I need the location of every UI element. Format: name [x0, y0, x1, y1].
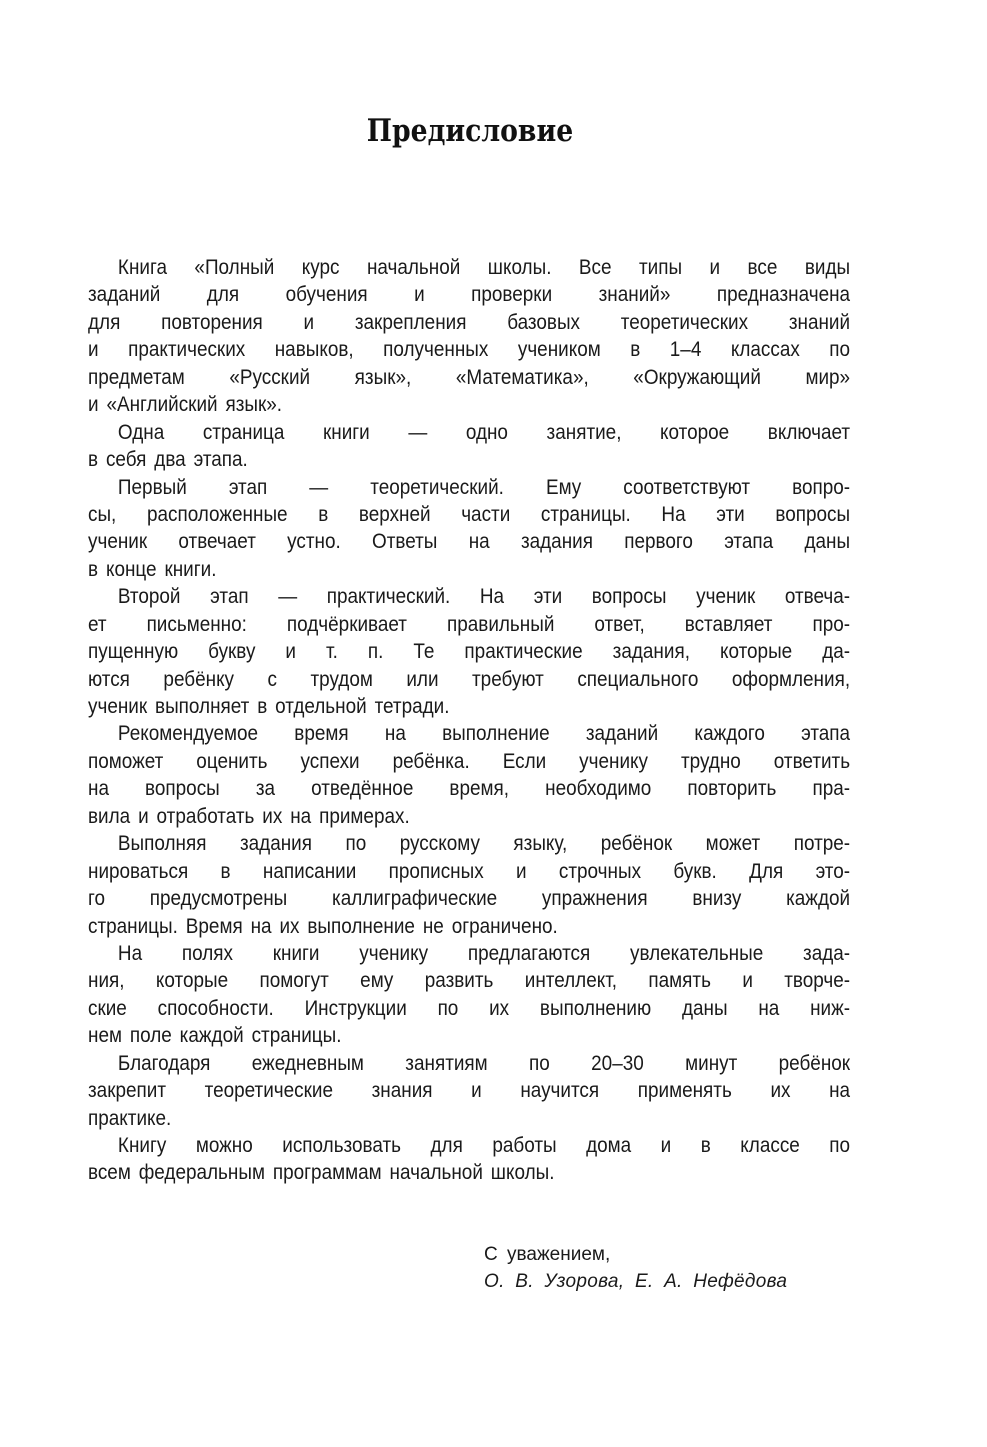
text-line: Выполняя задания по русскому языку, ребёнок может потре-	[117, 831, 851, 856]
paragraph-9	[88, 1132, 850, 1187]
text-line: на вопросы за отведённое время, необходимо повторить пра-	[88, 776, 851, 801]
text-line: для повторения и закрепления базовых теоретических знаний	[88, 309, 851, 334]
text-line: заданий для обучения и проверки знаний» предназначена	[88, 282, 851, 307]
text-line: Второй этап — практический. На эти вопросы ученик отвеча-	[117, 584, 851, 609]
text-line: Одна страница книги — одно занятие, которое включает	[117, 419, 851, 444]
paragraph-6	[88, 830, 850, 940]
text-line: ученик выполняет в отдельной тетради.	[88, 694, 450, 718]
text-line: всем федеральным программам начальной школы.	[88, 1160, 555, 1185]
paragraph-1	[88, 254, 850, 419]
signature-authors: О. В. Узорова, Е. А. Нефёдова	[484, 1271, 788, 1292]
text-line: страницы. Время на их выполнение не ограничено.	[88, 913, 558, 938]
text-line: вила и отработать их на примерах.	[88, 803, 410, 828]
text-line: го предусмотрены каллиграфические упражнения внизу каждой	[88, 886, 851, 911]
text-line: закрепит теоретические знания и научится применять их на	[88, 1078, 851, 1103]
text-line: Книга «Полный курс начальной школы. Все типы и все виды	[117, 255, 851, 279]
text-line: Рекомендуемое время на выполнение заданий каждого этапа	[117, 721, 851, 746]
paragraph-8	[88, 1050, 850, 1132]
paragraph-2	[88, 419, 850, 474]
text-line: Первый этап — теоретический. Ему соответствуют вопро-	[117, 474, 851, 499]
text-line: ет письменно: подчёркивает правильный ответ, вставляет про-	[88, 611, 851, 636]
text-line: ния, которые помогут ему развить интеллект, память и творче-	[88, 968, 851, 993]
preface-body	[88, 254, 850, 1187]
text-line: и практических навыков, полученных учеником в 1–4 классах по	[88, 337, 851, 362]
text-line: в себя два этапа.	[88, 447, 248, 472]
signature-greeting: С уважением,	[484, 1244, 611, 1265]
text-line: предметам «Русский язык», «Математика», «Окружающий мир»	[88, 364, 851, 389]
paragraph-7	[88, 940, 850, 1050]
text-line: нироваться в написании прописных и строчных букв. Для это-	[88, 858, 851, 883]
text-line: ские способности. Инструкции по их выполнению даны на ниж-	[88, 995, 851, 1020]
text-line: Книгу можно использовать для работы дома и в классе по	[117, 1133, 851, 1157]
text-line: ются ребёнку с трудом или требуют специального оформления,	[88, 666, 851, 691]
page-title: Предисловие	[366, 113, 574, 149]
signature-block	[484, 1241, 787, 1295]
text-line: и «Английский язык».	[88, 392, 283, 417]
paragraph-5	[88, 720, 850, 830]
text-line: нем поле каждой страницы.	[88, 1023, 342, 1048]
paragraph-4	[88, 583, 850, 720]
text-line: сы, расположенные в верхней части страницы. На эти вопросы	[88, 501, 851, 526]
text-line: в конце книги.	[88, 556, 217, 581]
text-line: поможет оценить успехи ребёнка. Если ученику трудно ответить	[88, 748, 851, 773]
text-line: практике.	[88, 1105, 172, 1130]
paragraph-3	[88, 474, 850, 584]
text-line: пущенную букву и т. п. Те практические задания, которые да-	[88, 639, 851, 664]
text-line: ученик отвечает устно. Ответы на задания первого этапа даны	[88, 529, 851, 554]
text-line: На полях книги ученику предлагаются увлекательные зада-	[117, 940, 851, 965]
text-line: Благодаря ежедневным занятиям по 20–30 минут ребёнок	[117, 1050, 851, 1075]
